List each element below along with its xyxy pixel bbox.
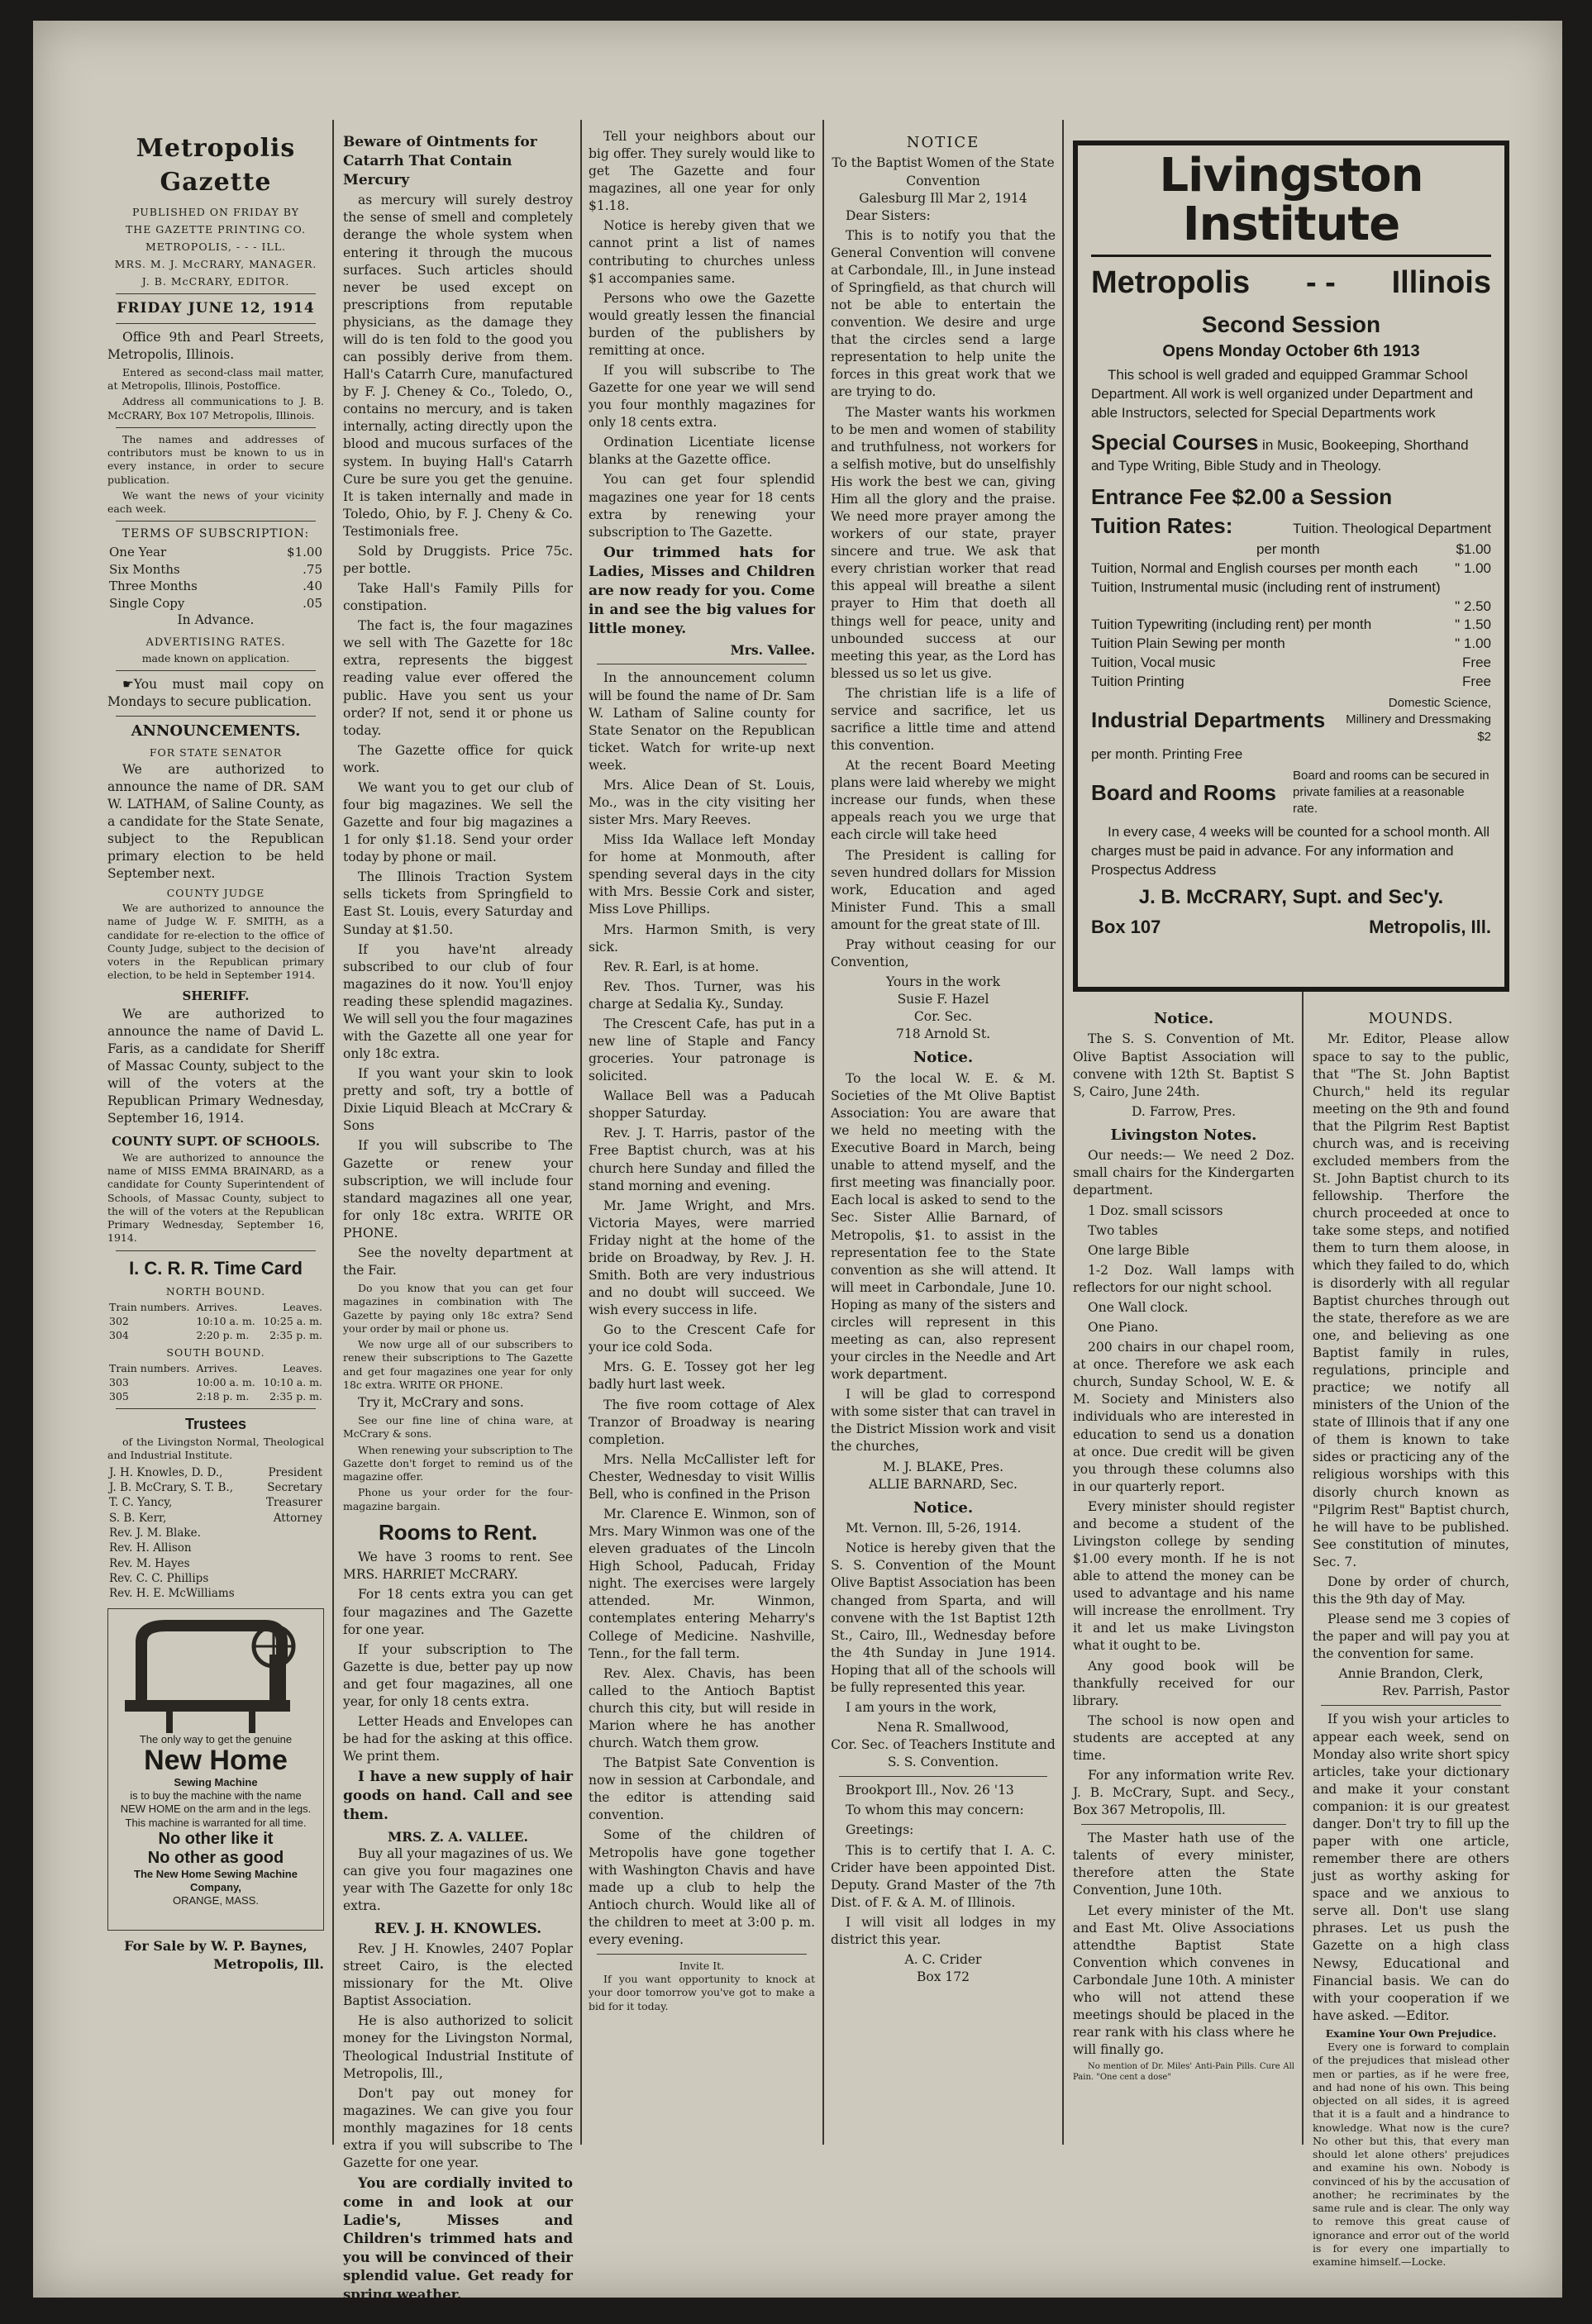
column-3 [589, 128, 815, 2194]
south-bound-table: Train numbers. Arrives. Leaves. 303 10:00 a. m. 10:10 a. m. 305 2:18 p. m. 2:35 p. m. [109, 1361, 322, 1402]
trustees-intro: of the Livingston Normal, Theological and Industrial Institute. [107, 1436, 324, 1462]
trimmed-hats: Our trimmed hats for Ladies, Misses and Children are now ready for you. Come in and see the big values for little money. [589, 544, 815, 638]
ad-tuition-row: Tuition Typewriting (including rent) per month " 1.50 [1091, 617, 1491, 633]
ad-entrance: Entrance Fee $2.00 a Session [1091, 483, 1393, 509]
item-license-blanks: Ordination Licentiate license blanks at the Gazette office. [589, 435, 815, 468]
issue-date: FRIDAY JUNE 12, 1914 [117, 299, 315, 317]
magazine-urge: We now urge all of our subscribers to renew their subscriptions to The Gazette and get four magazines one year for only 18c extra. WRITE OR PHONE. [343, 1338, 573, 1391]
column-rule [1302, 988, 1304, 2145]
notice-signature-2: Susie F. Hazel [897, 992, 989, 1007]
notice-text-3: The christian life is a life of service and sacrifice, let us sacrifice a little time and attend this convention. [831, 685, 1056, 754]
mounds-order: Done by order of church, this the 9th day of May. [1313, 1574, 1509, 1607]
magazine-dont-pay: Don't pay out money for magazines. We can give you four monthly magazines for 18 cents extra if you will subscribe to The Gazette for one year. [343, 2085, 573, 2170]
notice-text-6: Pray without ceasing for our Convention, [831, 936, 1056, 969]
notice-text-1: This is to notify you that the General Convention will convene at Carbondale, Ill., in June instead of Springfield, as that church will not be able to entertain the convention. We desire and urge that the circles send a large representation to help unite the forces in this great work that we are trying to do. [831, 227, 1056, 400]
notice3-signature-1: Nena R. Smallwood, [877, 1720, 1009, 1736]
hats-invitation-signature: MRS. VALLEE. [406, 2307, 510, 2324]
ad-signature-box: Box 107 [1091, 916, 1161, 937]
news-note: We want the news of your vicinity each week. [107, 488, 324, 516]
ad-tuition-row: Tuition, Vocal music Free [1091, 655, 1491, 671]
item-winmon: Mr. Clarence E. Winmon, son of Mrs. Mary Winmon was one of the eleven graduates of the Lincoln High School, Paducah, Friday night. The exercises were largely attended. Mr. Winmon, contemplates entering Meharry's College of Medicine. Nashville, Tenn., for the fall term. [589, 1507, 815, 1661]
announcements-heading: ANNOUNCEMENTS. [131, 722, 301, 741]
crider-signature-2: Box 172 [917, 1969, 970, 1985]
magazine-subscribe: If you have'nt already subscribed to our club of four magazines do it now. You'll enjoy reading these splendid magazines. We will sell you the four magazines with the Gazette all one year for only 18c extra. [343, 941, 573, 1062]
table-row: Single Copy .05 [109, 595, 322, 611]
rooms-text: We have 3 rooms to rent. See MRS. HARRIET McCRARY. [343, 1550, 573, 1583]
masthead-publisher: PUBLISHED ON FRIDAY BY [132, 205, 299, 218]
mounds-text: Mr. Editor, Please allow space to say to the public, that "The St. John Baptist Church," held its regular meeting on the 9th and found that the Pilgrim Rest Baptist church was, and is receiving excluded members from the St. John Baptist church to its fellowship. Therfore the church proceeded at once to take some steps, and notified them to turn them aloose, in which they failed to do, which is disorderly with all regular Baptist churches through out the state, therefore as we are one, and believing as one Baptist family in rules, regulations, principle and practice; we notify all ministers of the Union of the state of Illinois that if any one of them is known to take sides or practicing any of the religious worships with this disorly church known as "Pilgrim Rest" Baptist church, he will have to be published. See constitution of minutes, Sec. 7. [1313, 1031, 1509, 1569]
sheriff-text: We are authorized to announce the name of David L. Faris, as a candidate for Sheriff of Massac County, subject to the will of the voters at the Republican Primary Wednesday, September 16, 1914. [107, 1007, 324, 1126]
masthead-manager: MRS. M. J. McCRARY, MANAGER. [114, 257, 317, 270]
ad-city-line: Metropolis - - Illinois [1091, 264, 1491, 300]
list-item: 1 Doz. small scissors [1088, 1202, 1223, 1218]
livingston-institute-ad [1073, 140, 1509, 992]
renew-notice: When renewing your subscription to The Gazette don't forget to remind us of the magazine offer. [343, 1443, 573, 1483]
senator-text: We are authorized to announce the name of DR. SAM W. LATHAM, of Saline County, as a candidate for the State Senate, subject to the Republican primary election to be held September next. [107, 761, 324, 882]
china-notice: See our fine line of china ware, at McCrary & sons. [343, 1414, 573, 1441]
north-bound: NORTH BOUND. [165, 1284, 266, 1298]
ad-tuition-row: Tuition Plain Sewing per month " 1.00 [1091, 636, 1491, 652]
mounds-heading: MOUNDS. [1368, 1010, 1454, 1027]
crider-text: This is to certify that I. A. C. Crider have been appointed Dist. Deputy. Grand Master of the 7th Dist. of F. & A. M. of Illinois. [831, 1842, 1056, 1910]
item-notice-names: Notice is hereby given that we cannot print a list of names contributing to churches unless $1 accompanies same. [589, 218, 815, 286]
sewing-ad-line6: No other as good [147, 1848, 284, 1867]
try-notice: Try it, McCrary and sons. [358, 1395, 524, 1411]
hair-goods: I have a new supply of hair goods on hand. Call and see them. [343, 1769, 573, 1824]
item-children-club: Some of the children of Metropolis have gone together with Washington Chavis and have made up a club to help the Antioch church. Would like all of the children to meet at 3:00 p. m. every evening. [589, 1827, 815, 1947]
notice3-closing: I am yours in the work, [846, 1699, 997, 1715]
item-cottage: The five room cottage of Alex Tranzor of Broadway is nearing completion. [589, 1397, 815, 1447]
sewing-ad-line5: No other like it [158, 1829, 274, 1848]
item-bell: Wallace Bell was a Paducah shopper Saturday. [589, 1088, 815, 1122]
library-books: Any good book will be thankfully received for our library. [1073, 1658, 1294, 1708]
catarrh-pills: Take Hall's Family Pills for constipation. [343, 581, 573, 614]
knowles-heading: REV. J. H. KNOWLES. [374, 1920, 542, 1937]
judge-heading: COUNTY JUDGE [166, 887, 265, 900]
ad-tuition-row: " 2.50 [1455, 598, 1491, 614]
mounds-copies: Please send me 3 copies of the paper and will pay you at the convention for same. [1313, 1612, 1509, 1662]
sewing-ad-brand: New Home [144, 1745, 288, 1777]
notice-place: Galesburg Ill Mar 2, 1914 [859, 190, 1027, 206]
prejudice-text: Every one is forward to complain of the prejudices that mislead other men or parties, as if he were free, and had none of his own. This being objected on all sides, it is agreed that it is a fault and a hindrance to knowledge. What now is the cure? No other but this, that every man should let alone others' prejudices and examine his own. Nobody is convinced of his by the accusation of another; he recriminates by the same rule and is clear. The only way to remove this great cause of ignorance and error out of the world is for every one impartially to examine himself.—Locke. [1313, 2041, 1509, 2269]
ad-board-text: Board and rooms can be secured in private families at a reasonable rate. [1293, 768, 1490, 817]
senator-heading: FOR STATE SENATOR [149, 745, 283, 759]
masthead-city: METROPOLIS, - - - ILL. [145, 240, 286, 253]
sewing-sale: For Sale by W. P. Baynes, [124, 1937, 307, 1954]
sewing-ad-maker: The New Home Sewing Machine Company, [134, 1867, 298, 1893]
postal-entry: Entered as second-class mail matter, at Metropolis, Illinois, Postoffice. [107, 365, 324, 393]
list-item: One Piano. [1088, 1320, 1159, 1336]
information: For any information write Rev. J. B. McCrary, Supt. and Secy., Box 367 Metropolis, Ill. [1073, 1767, 1294, 1818]
item-smith: Mrs. Harmon Smith, is very sick. [589, 922, 815, 955]
magazine-combination: Do you know that you can get four magazines in combination with The Gazette by paying only 18c extra? Send your order by mail or phone us. [343, 1282, 573, 1335]
supt-heading: COUNTY SUPT. OF SCHOOLS. [112, 1133, 320, 1149]
notice-signature-4: 718 Arnold St. [895, 1026, 990, 1042]
masthead-company: THE GAZETTE PRINTING CO. [125, 222, 307, 236]
phone-notice: Phone us your order for the four-magazine bargain. [343, 1486, 573, 1512]
table-row: Three Months .40 [109, 579, 322, 594]
item-soda: Go to the Crescent Cafe for your ice cold Soda. [589, 1322, 815, 1355]
item-turner: Rev. Thos. Turner, was his charge at Sedalia Ky., Sunday. [589, 979, 815, 1012]
notice2-text-1: To the local W. E. & M. Societies of the Mt Olive Baptist Association: You are aware that we held no meeting with the Executive Board in March, being unable to attend myself, and the first meeting was financially poor. Each local is asked to send to the Sec. Sister Allie Barnard, of Metropolis, $1. to assist in the representation fee to the State convention as she will attend. It will meet in Carbondale, June 10. Hoping as many of the sisters and circles will represent in this meeting as can, also represent your circles in the Needle and Art work department. [831, 1070, 1056, 1383]
mail-copy-note: ☛You must mail copy on Mondays to secure publication. [107, 676, 324, 710]
ss-notice-heading: Notice. [1153, 1010, 1214, 1027]
hats-invitation: You are cordially invited to come in and look at our Ladie's, Misses and Children's trimmed hats and you will be convinced of their splendid value. Get ready for spring weather. [343, 2175, 573, 2303]
school-open: The school is now open and students are accepted at any time. [1073, 1712, 1294, 1763]
table-row: 305 2:18 p. m. 2:35 p. m. [109, 1389, 322, 1402]
subscription-table [107, 544, 324, 612]
contributor-note: The names and addresses of contributors must be known to us in every instance, in order to secure publication. [107, 432, 324, 486]
item-wedding: Mr. Jame Wright, and Mrs. Victoria Mayes, were married Friday night at the home of the bride on Broadway, by Rev. J. H. Smith. Both are very industrious and no doubt will succeed. We wish every success in life. [589, 1198, 815, 1318]
item-mccallister: Mrs. Nella McCallister left for Chester, Wednesday to visit Willis Bell, who is confined in the Prison [589, 1451, 815, 1502]
ad-tuition-row: Tuition, Normal and English courses per month each " 1.00 [1091, 560, 1491, 576]
notice2-heading: Notice. [913, 1049, 974, 1067]
gazette-office: The Gazette office for quick work. [343, 742, 573, 775]
ss-notice-text: The S. S. Convention of Mt. Olive Baptist Association will convene with 12th St. Baptist S S, Cairo, June 24th. [1073, 1031, 1294, 1099]
advertising-heading: ADVERTISING RATES. [145, 636, 286, 650]
knowles-text-2: He is also authorized to solicit money for the Livingston Normal, Theological Industrial Institute of Metropolis, Ill., [343, 2013, 573, 2081]
table-row: J. H. Knowles, D. D., President [109, 1465, 322, 1479]
notice2-text-2: I will be glad to correspond with some sister that can travel in the District Mission work and visit the churches, [831, 1387, 1056, 1455]
advertising-text: made known on application. [141, 651, 290, 664]
magazine-due: If your subscription to The Gazette is due, better pay up now and get four magazines, all one year, for only 18 cents extra. [343, 1641, 573, 1709]
item-latham: In the announcement column will be found the name of Dr. Sam W. Latham of Saline county for State Senator on the Republican ticket. Watch for write-up next week. [589, 670, 815, 773]
crider-date: Brookport Ill., Nov. 26 '13 [846, 1783, 1014, 1798]
ad-tuition-row: Tuition Printing Free [1091, 674, 1491, 690]
magazine-offer: The fact is, the four magazines we sell with The Gazette for 18c extra, represents the biggest reading value ever offered the public. Have you sent us your order? If not, send it or phone us today. [343, 618, 573, 738]
catarrh-text: as mercury will surely destroy the sense of smell and completely derange the whole system when entering it through the mucous surfaces. Such articles should never be used except on prescriptions from reputable physicians, as the damage they will do is ten fold to the good you can possibly derive from them. Hall's Catarrh Cure, manufactured by F. J. Cheney & Co., Toledo, O., contains no mercury, and is taken internally, acting directly upon the blood and mucous surfaces of the system. In buying Hall's Catarrh Cure be sure you get the genuine. It is taken internally and made in Toledo, Ohio, by F. J. Cheny & Co. Testimonials free. [343, 193, 573, 539]
item-subscribe: If you will subscribe to The Gazette for one year we will send you four monthly magazines for only 18 cents extra. [589, 363, 815, 431]
notice3-heading: Notice. [913, 1498, 974, 1517]
notice-text-5: The President is calling for seven hundred dollars for Mission work, Education and aged Minister Fund. This a small amount for the great state of Ill. [831, 847, 1056, 932]
table-row: T. C. Yancy, Treasurer [109, 1496, 322, 1510]
column-rule [580, 120, 582, 2145]
newspaper-page [33, 21, 1562, 2324]
item-earl: Rev. R. Earl, is at home. [603, 959, 760, 974]
column-rule [332, 120, 334, 2145]
item-dean: Mrs. Alice Dean of St. Louis, Mo., was in the city visiting her sister Mrs. Mary Reeves. [589, 777, 815, 828]
wall-lamps: 1-2 Doz. Wall lamps with reflectors for our night school. [1073, 1262, 1294, 1295]
table-row: Rev. H. E. McWilliams [109, 1587, 235, 1601]
sewing-ad-maker-city: ORANGE, MASS. [172, 1894, 260, 1907]
ad-signature-city: Metropolis, Ill. [1369, 916, 1491, 937]
trustees-heading: Trustees [184, 1415, 247, 1432]
needs-text: Our needs:— We need 2 Doz. small chairs for the Kindergarten department. [1073, 1148, 1294, 1198]
item-convention: The Batpist Sate Convention is now in session at Carbondale, and the editor is attending said convention. [589, 1755, 815, 1823]
sewing-machine-ad [107, 1608, 324, 1931]
supt-text: We are authorized to announce the name of MISS EMMA BRAINARD, as a candidate for County Superintendent of Schools, of Massac County, subject to the will of the voters at the Republican Primary Wednesday, September 16, 1914. [107, 1150, 324, 1245]
rooms-heading: Rooms to Rent. [378, 1519, 538, 1545]
footnote: No mention of Dr. Miles' Anti-Pain Pills. Cure All Pain. "One cent a dose" [1073, 2062, 1294, 2083]
sewing-ad-line3: is to buy the machine with the name NEW HOME on the arm and in the legs. [120, 1789, 312, 1816]
table-row: Six Months .75 [109, 561, 322, 577]
sheriff-heading: SHERIFF. [182, 988, 250, 1003]
crider-visit: I will visit all lodges in my district this year. [831, 1914, 1056, 1947]
magazine-renew: If you will subscribe to The Gazette or renew your subscription, we will include four standard magazines all one year, for only 18c extra. WRITE OR PHONE. [343, 1138, 573, 1241]
ss-notice-signature: D. Farrow, Pres. [1132, 1103, 1236, 1119]
column-6 [1313, 1004, 1509, 2269]
column-rule [822, 120, 824, 2145]
list-item: One Wall clock. [1088, 1299, 1189, 1315]
ad-session: Second Session [1201, 311, 1381, 337]
masthead-title: Metropolis Gazette [136, 134, 296, 197]
invite-text: If you want opportunity to knock at your door tomorrow you've got to make a bid for it today. [589, 1973, 815, 2012]
south-bound: SOUTH BOUND. [166, 1345, 265, 1359]
ad-tuition-row: Tuition, Instrumental music (including rent of instrument) [1091, 579, 1441, 595]
table-row: Rev. M. Hayes [109, 1556, 190, 1570]
in-advance: In Advance. [177, 612, 255, 627]
catarrh-price: Sold by Druggists. Price 75c. per bottle. [343, 543, 573, 576]
ad-board-heading: Board and Rooms [1091, 779, 1276, 805]
crider-signature-1: A. C. Crider [904, 1951, 982, 1967]
table-row: Rev. J. M. Blake. [109, 1526, 201, 1541]
column-2 [343, 128, 573, 2324]
magazine-buy: Buy all your magazines of us. We can give you four magazines one year with The Gazette for only 18c extra. [343, 1845, 573, 1913]
notice3-signature-2: Cor. Sec. of Teachers Institute and S. S. Convention. [831, 1737, 1056, 1770]
magazine-club: We want you to get our club of four big magazines. We sell the Gazette and four big magazines a 1 for only $1.18. Send your order today by phone or mail. [343, 779, 573, 865]
ad-title: Livingston Institute [1091, 152, 1491, 257]
ad-tuition-heading: Tuition Rates: [1091, 512, 1233, 538]
crider-greetings: Greetings: [846, 1822, 914, 1838]
ad-industrial-text: Domestic Science, Millinery and Dressmaking $2 [1346, 696, 1491, 744]
notice-dear: Dear Sisters: [846, 207, 931, 223]
table-row: Rev. C. C. Phillips [109, 1572, 209, 1586]
ad-special-text: in Music, Bookeeping, Shorthand and Type Writing, Bible Study and in Theology. [1091, 436, 1469, 474]
item-crescent-cafe: The Crescent Cafe, has put in a new line of Staple and Fancy groceries. Your patronage is solicited. [589, 1016, 815, 1084]
notice2-signature-1: M. J. BLAKE, Pres. [882, 1459, 1004, 1474]
ad-special-heading: Special Courses [1091, 429, 1259, 455]
ad-closing: In every case, 4 weeks will be counted for a school month. All charges must be paid in advance. For any information and Prospectus Address [1091, 823, 1490, 878]
sewing-ad-line4: This machine is warranted for all time. [125, 1816, 307, 1829]
column-1 [107, 128, 324, 2194]
trustees-table [107, 1465, 324, 1602]
knowles-text-1: Rev. J H. Knowles, 2407 Poplar street Cairo, is the elected missionary for the Mt. Olive Baptist Association. [343, 1941, 573, 2009]
mounds-signature-1: Annie Brandon, Clerk, [1338, 1666, 1484, 1682]
mounds-signature-2: Rev. Parrish, Pastor [1381, 1683, 1509, 1699]
notice3-text: Notice is hereby given that the S. S. Convention of the Mount Olive Baptist Association has been changed from Sparta, and will convene with the 1st Baptist 12th St., Cairo, Ill., Wednesday before the 4th Sunday in June 1914. Hoping that all of the schools will be fully represented this year. [831, 1541, 1056, 1695]
letterheads-notice: Letter Heads and Envelopes can be had for the asking at this office. We print them. [343, 1713, 573, 1764]
list-item: One large Bible [1088, 1242, 1189, 1258]
masthead-editor: J. B. McCRARY, EDITOR. [141, 274, 290, 288]
chairs-text: 200 chairs in our chapel room, at once. Therefore we ask each church, Sunday School, W. E. & M. Society and Ministers also individuals who are interested in education to send us a donation at once. Due credit will be given you through these columns also in our quarterly report. [1073, 1340, 1294, 1494]
sewing-machine-icon [108, 1609, 322, 1733]
notice-heading: NOTICE [906, 134, 980, 151]
state-convention: Let every minister of the Mt. and East Mt. Olive Associations attendthe Baptist State Convention which convenes in Carbondale June 10th. A minister who will not attend these meetings should be placed in the rear rank with his class where he will finally go. [1073, 1903, 1294, 2058]
list-item: Two tables [1088, 1222, 1158, 1238]
table-row: 304 2:20 p. m. 2:35 p. m. [109, 1328, 322, 1341]
ad-opens: Opens Monday October 6th 1913 [1162, 341, 1420, 360]
item-four-magazines: You can get four splendid magazines one year for 18 cents extra by renewing your subscription to The Gazette. [589, 472, 815, 540]
table-row: 303 10:00 a. m. 10:10 a. m. [109, 1375, 322, 1388]
sewing-sale-city: Metropolis, Ill. [213, 1955, 324, 1972]
item-tossey: Mrs. G. E. Tossey got her leg badly hurt last week. [589, 1360, 815, 1393]
timecard-title: I. C. R. R. Time Card [129, 1257, 303, 1279]
notice2-signature-2: ALLIE BARNARD, Sec. [869, 1476, 1018, 1492]
notice-signature-1: Yours in the work [885, 974, 1001, 990]
office-address: Office 9th and Pearl Streets, Metropolis, Illinois. [107, 329, 324, 362]
item-chavis: Rev. Alex. Chavis, has been called to the Antioch Baptist church this city, but will reside in Marion where he has another church. Watch them grow. [589, 1665, 815, 1751]
magazine-extra: For 18 cents extra you can get four magazines and The Gazette for one year. [343, 1587, 573, 1637]
prejudice-heading: Examine Your Own Prejudice. [1325, 2026, 1497, 2040]
traction-notice: The Illinois Traction System sells tickets from Springfield to East St. Louis, every Saturday and Sunday at $1.50. [343, 869, 573, 937]
ad-signature-name: J. B. McCRARY, Supt. and Sec'y. [1138, 886, 1444, 909]
minister-register: Every minister should register and become a student of the Livingston college by sending $1.00 every month. If he is not able to attend the money can be used to advantage and his name will increase the enrollment. Try it and let us make Livingston what it ought to be. [1073, 1498, 1294, 1654]
item-wallace: Miss Ida Wallace left Monday for home at Monmouth, after spending several days in the city with Mrs. Bessie Cork and sister, Miss Love Phillips. [589, 832, 815, 917]
notice-to: To the Baptist Women of the State Convention [832, 155, 1055, 188]
table-row: One Year $1.00 [109, 545, 322, 560]
item-tell-neighbors: Tell your neighbors about our big offer. They surely would like to get The Gazette and four magazines, all one year for only $1.18. [589, 129, 815, 214]
master-talents: The Master hath use of the talents of every minister, therefore atten the State Convention, June 10th. [1073, 1831, 1294, 1898]
north-bound-table: Train numbers. Arrives. Leaves. 302 10:10 a. m. 10:25 a. m. 304 2:20 p. m. 2:35 p. m. [109, 1300, 322, 1341]
invite-heading: Invite It. [679, 1959, 725, 1972]
bleach-ad: If you want your skin to look pretty and soft, try a bottle of Dixie Liquid Bleach at McCrary & Sons [343, 1066, 573, 1134]
ad-intro: This school is well graded and equipped Grammar School Department. All work is well organized under Department and able Instructors, selected for Special Departments work [1091, 366, 1474, 421]
sewing-ad-line2: Sewing Machine [174, 1775, 258, 1788]
livingston-notes-heading: Livingston Notes. [1110, 1126, 1257, 1144]
column-4 [831, 128, 1056, 2194]
table-row: J. B. McCrary, S. T. B., Secretary [109, 1480, 322, 1494]
notice3-date: Mt. Vernon. Ill, 5-26, 1914. [846, 1521, 1022, 1536]
item-owe-gazette: Persons who owe the Gazette would greatly lessen the financial burden of the publishers by remitting at once. [589, 290, 815, 358]
ad-tuition-sub: Tuition. Theological Department [1292, 520, 1491, 536]
table-row: S. B. Kerr, Attorney [109, 1511, 322, 1525]
ad-industrial-text-2: per month. Printing Free [1091, 745, 1243, 762]
item-harris: Rev. J. T. Harris, pastor of the Free Baptist church, was at his church here Sunday and filled the stand morning and evening. [589, 1126, 815, 1193]
catarrh-heading: Beware of Ointments for Catarrh That Contain Mercury [343, 134, 537, 189]
judge-text: We are authorized to announce the name of Judge W. F. SMITH, as a candidate for re-election to the office of County Judge, subject to the decision of voters in the Republican primary election, to be held in September 1914. [107, 902, 324, 982]
editor-note: If you wish your articles to appear each week, send on Monday also write short spicy articles, take your dictionary and make it your constant companion: it is our greatest danger. Don't try to fill up the paper with one article, remember there are others just as worthy asking for space and we anxious to serve all. Don't use slang phrases. Let us push the Gazette on a high class Newsy, Educational and Financial basis. We can do with your cooperation if we have asked. —Editor. [1313, 1712, 1509, 2023]
hair-goods-signature: MRS. Z. A. VALLEE. [388, 1828, 528, 1845]
novelty-notice: See the novelty department at the Fair. [343, 1245, 573, 1279]
notice-signature-3: Cor. Sec. [913, 1009, 973, 1025]
sewing-ad-line1: The only way to get the genuine [139, 1732, 293, 1745]
table-row: 302 10:10 a. m. 10:25 a. m. [109, 1314, 322, 1327]
ad-tuition-row: per month $1.00 [1256, 541, 1491, 557]
pointing-hand-icon: ☛ [122, 676, 134, 692]
ad-industrial-heading: Industrial Departments [1091, 707, 1326, 733]
notice-text-2: The Master wants his workmen to be men and women of stability and truthfulness, not workers for a selfish motive, but do unselfishly His work the best we can, giving Him all the glory and the praise. We need more prayer among the workers of our state, prayer sincere and true. We ask that every christian worker that read this appeal will breathe a silent prayer to Him that doeth all things well for peace, unity and unbounded success at our meeting this year, as the Lord has blessed us so let us give. [831, 404, 1056, 681]
notice-text-4: At the recent Board Meeting plans were laid whereby we might increase our funds, when these appeals reach you we urge that each circle will take heed [831, 758, 1056, 843]
trimmed-hats-signature: Mrs. Vallee. [730, 642, 815, 659]
column-5 [1073, 1004, 1294, 2178]
address-note: Address all communications to J. B. McCRARY, Box 107 Metropolis, Illinois. [107, 395, 324, 421]
column-rule [1062, 120, 1064, 2145]
subscription-heading: TERMS OF SUBSCRIPTION: [122, 527, 310, 541]
crider-to: To whom this may concern: [846, 1803, 1024, 1818]
table-row: Rev. H. Allison [109, 1541, 192, 1555]
